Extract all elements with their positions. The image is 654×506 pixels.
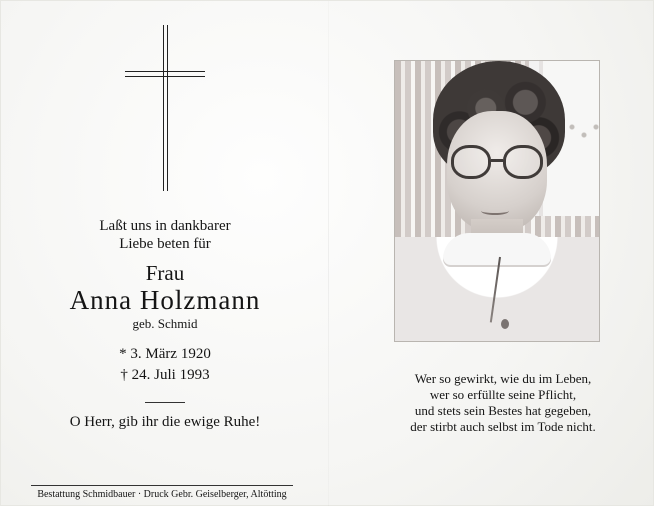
cross-icon xyxy=(125,25,205,191)
glasses-bridge xyxy=(491,159,503,162)
poem-line-4: der stirbt auch selbst im Tode nicht. xyxy=(410,419,596,434)
poem-line-2: wer so erfüllte seine Pflicht, xyxy=(429,387,577,402)
title-frau: Frau xyxy=(145,261,185,285)
cross-horizontal-line-2 xyxy=(125,76,205,77)
right-lens xyxy=(503,145,543,179)
cross-vertical-line-1 xyxy=(163,25,164,191)
poem-line-3: und stets sein Bestes hat gegeben, xyxy=(414,403,592,418)
prayer-line-2: Liebe beten für xyxy=(119,236,211,252)
footer-divider xyxy=(31,485,293,486)
cross-vertical-line-2 xyxy=(167,25,168,191)
printer-credit: Bestattung Schmidbauer · Druck Gebr. Geiselberger, Altötting xyxy=(37,489,287,500)
closing-prayer: O Herr, gib ihr die ewige Ruhe! xyxy=(69,414,261,430)
deceased-name: Anna Holzmann xyxy=(69,285,261,315)
poem-line-1: Wer so gewirkt, wie du im Leben, xyxy=(414,371,592,386)
birth-name: geb. Schmid xyxy=(132,316,198,331)
prayer-line-1: Laßt uns in dankbarer xyxy=(99,218,231,234)
birth-date: * 3. März 1920 xyxy=(119,346,211,362)
card-fold-line xyxy=(328,1,329,506)
memorial-poem xyxy=(393,371,613,435)
portrait-mouth xyxy=(481,207,509,215)
pendant-icon xyxy=(501,319,509,329)
portrait-photo xyxy=(395,61,599,341)
divider-short xyxy=(145,402,185,403)
glasses-icon xyxy=(451,145,543,185)
death-date: † 24. Juli 1993 xyxy=(120,367,210,383)
portrait-collar xyxy=(443,233,551,267)
left-lens xyxy=(451,145,491,179)
cross-horizontal-line-1 xyxy=(125,71,205,72)
